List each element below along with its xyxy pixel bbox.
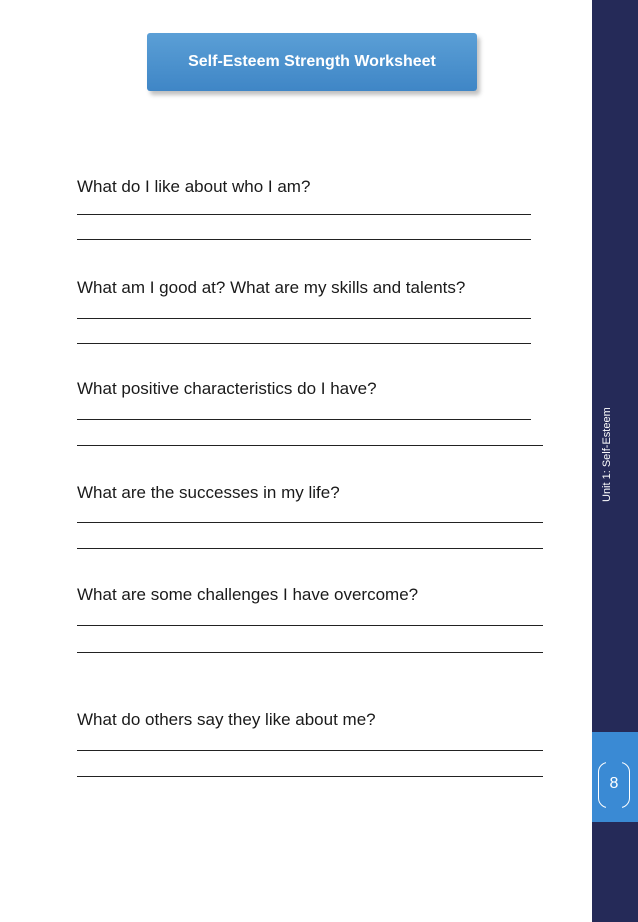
question-block-1 [77, 176, 547, 198]
question-text: What am I good at? What are my skills and talents? [77, 278, 466, 297]
answer-line [77, 343, 531, 344]
unit-label: Unit 1: Self-Esteem [601, 407, 613, 502]
answer-line [77, 750, 543, 751]
answer-line [77, 419, 531, 420]
question-text: What do others say they like about me? [77, 710, 376, 729]
bracket-gap [606, 805, 622, 811]
question-text: What positive characteristics do I have? [77, 379, 377, 398]
question-text: What are the successes in my life? [77, 483, 340, 502]
question-block-2 [77, 277, 547, 299]
question-block-5 [77, 584, 547, 606]
question-block-6 [77, 709, 547, 731]
answer-line [77, 214, 531, 215]
answer-line [77, 625, 543, 626]
question-text: What are some challenges I have overcome? [77, 585, 419, 604]
answer-line [77, 318, 531, 319]
bracket-gap [606, 759, 622, 765]
answer-line [77, 445, 543, 446]
answer-line [77, 548, 543, 549]
question-text: What do I like about who I am? [77, 177, 311, 196]
question-block-3 [77, 378, 547, 400]
answer-line [77, 776, 543, 777]
answer-line [77, 239, 531, 240]
page-number: 8 [609, 775, 619, 792]
answer-line [77, 652, 543, 653]
answer-line [77, 522, 543, 523]
worksheet-title-banner [147, 33, 477, 91]
question-block-4 [77, 482, 547, 504]
worksheet-title: Self-Esteem Strength Worksheet [188, 53, 436, 70]
